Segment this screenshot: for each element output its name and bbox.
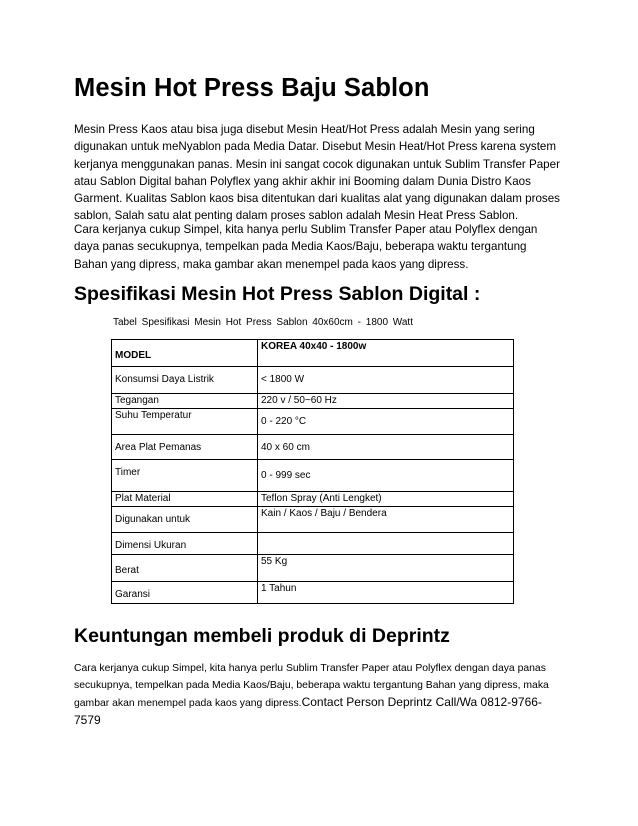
table-cell-label — [112, 533, 258, 555]
spec-heading: Spesifikasi Mesin Hot Press Sablon Digital : — [74, 283, 481, 305]
row-value: 40 x 60 cm — [261, 442, 310, 453]
table-cell-label — [112, 555, 258, 582]
model-label: MODEL — [115, 350, 152, 361]
table-cell-label — [112, 394, 258, 409]
table-row — [112, 555, 514, 582]
table-cell-label — [112, 460, 258, 492]
row-label: Plat Material — [115, 493, 171, 504]
table-cell-label — [112, 409, 258, 435]
table-cell-value — [258, 582, 514, 604]
table-caption: Tabel Spesifikasi Mesin Hot Press Sablon 40x60cm - 1800 Watt — [113, 317, 413, 328]
table-row — [112, 582, 514, 604]
table-cell-label — [112, 582, 258, 604]
row-label: Timer — [115, 467, 141, 478]
page-title: Mesin Hot Press Baju Sablon — [74, 74, 430, 102]
row-label: Digunakan untuk — [115, 514, 191, 525]
table-cell-value — [258, 460, 514, 492]
model-value: KOREA 40x40 - 1800w — [261, 341, 367, 352]
row-label: Konsumsi Daya Listrik — [115, 374, 214, 385]
row-label: Dimensi Ukuran — [115, 540, 187, 551]
row-value: 1 Tahun — [261, 583, 297, 594]
table-cell-value — [258, 492, 514, 507]
row-label: Berat — [115, 565, 139, 576]
benefit-paragraph — [74, 660, 560, 730]
row-label: Area Plat Pemanas — [115, 442, 202, 453]
benefit-text: Cara kerjanya cukup Simpel, kita hanya perlu Sublim Transfer Paper atau Polyflex dengan daya panas secukupnya, tempelkan pada Media Kaos/Baju, beberapa waktu tergantung Bahan yang dipress, maka gambar akan menempel pada kaos yang dipress. — [74, 663, 549, 709]
row-label: Tegangan — [115, 395, 159, 406]
table-row — [112, 409, 514, 435]
table-header-row — [112, 340, 514, 367]
table-cell-label — [112, 492, 258, 507]
table-row — [112, 394, 514, 409]
table-cell-value — [258, 367, 514, 394]
benefit-heading: Keuntungan membeli produk di Deprintz — [74, 625, 450, 647]
table-row — [112, 507, 514, 533]
table-cell-value — [258, 394, 514, 409]
table-row — [112, 435, 514, 460]
row-value: 220 v / 50~60 Hz — [261, 395, 337, 406]
table-cell-value — [258, 409, 514, 435]
table-cell-value — [258, 435, 514, 460]
row-label: Suhu Temperatur — [115, 410, 192, 421]
spec-table — [111, 339, 514, 604]
table-cell-value — [258, 533, 514, 555]
table-row — [112, 460, 514, 492]
row-value: 0 - 999 sec — [261, 470, 311, 481]
second-paragraph: Cara kerjanya cukup Simpel, kita hanya perlu Sublim Transfer Paper atau Polyflex dengan daya panas secukupnya, tempelkan pada Media Kaos/Baju, beberapa waktu tergantung Bahan yang dipress, maka gambar akan menempel pada kaos yang dipress. — [74, 223, 538, 271]
table-cell-value — [258, 555, 514, 582]
table-cell-value — [258, 507, 514, 533]
table-row — [112, 492, 514, 507]
table-cell-label — [112, 435, 258, 460]
table-cell-label — [112, 367, 258, 394]
row-value: 55 Kg — [261, 556, 288, 567]
table-row — [112, 533, 514, 555]
row-value: Kain / Kaos / Baju / Bendera — [261, 508, 387, 519]
intro-paragraph: Mesin Press Kaos atau bisa juga disebut Mesin Heat/Hot Press adalah Mesin yang sering digunakan untuk meNyablon pada Media Datar. Disebut Mesin Heat/Hot Press karena system kerjanya menggunakan panas. Mesin ini sangat cocok digunakan untuk Sublim Transfer Paper atau Sablon Digital bahan Polyflex yang akhir akhir ini Booming dalam Dunia Distro Kaos Garment. Kualitas Sablon kaos bisa ditentukan dari kualitas alat yang digunakan dalam proses sablon, Salah satu alat penting dalam proses sablon adalah Mesin Heat Press Sablon. — [74, 123, 560, 223]
row-value: 0 - 220 °C — [261, 416, 307, 427]
row-value: Teflon Spray (Anti Lengket) — [261, 493, 382, 504]
table-row — [112, 367, 514, 394]
row-label: Garansi — [115, 589, 151, 600]
table-cell-value — [258, 340, 514, 367]
table-cell-label — [112, 507, 258, 533]
contact-text: Contact Person Deprintz Call/Wa 0812-9766-7579 — [74, 695, 542, 727]
table-cell-label — [112, 340, 258, 367]
row-value: < 1800 W — [261, 374, 305, 385]
